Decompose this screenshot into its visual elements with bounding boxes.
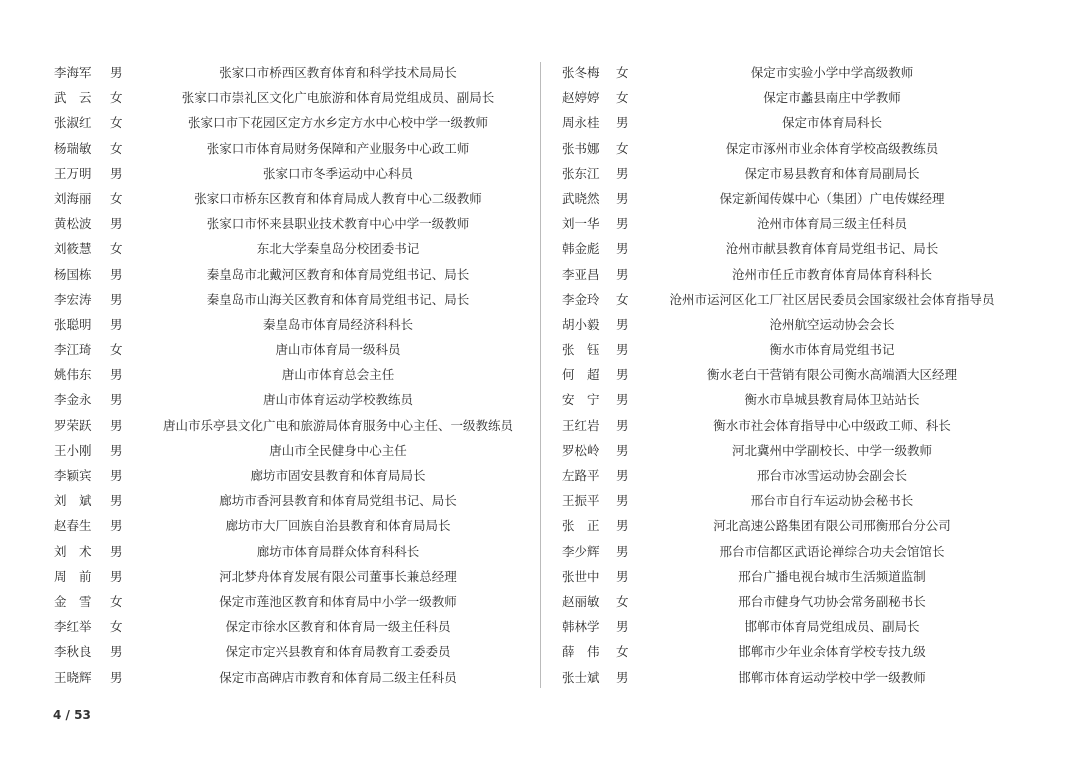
person-name: 刘 术	[54, 543, 92, 559]
person-name: 刘筱慧	[54, 241, 92, 257]
list-item	[30, 665, 535, 690]
right-column	[548, 60, 1028, 690]
person-name: 胡小毅	[562, 316, 600, 332]
person-gender: 男	[616, 392, 629, 408]
person-name: 周永桂	[562, 115, 600, 131]
list-item	[30, 614, 535, 639]
person-title: 唐山市体育总会主任	[281, 367, 395, 383]
person-gender: 男	[616, 568, 629, 584]
person-gender: 男	[616, 115, 629, 131]
person-name: 左路平	[562, 468, 600, 483]
person-gender: 女	[616, 140, 629, 156]
person-gender: 男	[110, 442, 123, 458]
list-item	[548, 337, 1028, 362]
list-item	[548, 488, 1028, 513]
list-item	[30, 438, 535, 463]
column-divider	[540, 62, 541, 688]
person-title: 沧州市献县教育体育局党组书记、局长	[725, 241, 939, 257]
list-item	[548, 287, 1028, 312]
person-gender: 男	[110, 216, 123, 232]
person-name: 李少辉	[562, 543, 600, 559]
person-name: 杨国栋	[54, 266, 92, 282]
person-title: 张家口市怀来县职业技术教育中心中学一级教师	[206, 216, 470, 232]
list-item	[548, 614, 1028, 639]
list-item	[30, 110, 535, 135]
person-name: 李亚昌	[562, 266, 600, 282]
list-item	[30, 287, 535, 312]
person-gender: 女	[616, 90, 629, 106]
person-name: 李颖宾	[54, 468, 92, 483]
person-title: 张家口市桥东区教育和体育局成人教育中心二级教师	[194, 190, 482, 206]
person-name: 韩金彪	[562, 241, 600, 257]
person-gender: 男	[616, 442, 629, 458]
person-gender: 男	[110, 543, 123, 559]
list-item	[548, 186, 1028, 211]
person-gender: 女	[110, 342, 123, 358]
list-item	[548, 463, 1028, 488]
person-name: 安 宁	[562, 392, 600, 408]
person-title: 秦皇岛市体育局经济科科长	[262, 316, 413, 332]
person-name: 李宏涛	[54, 291, 92, 307]
person-title: 衡水老白干营销有限公司衡水高端酒大区经理	[706, 367, 957, 383]
person-gender: 女	[616, 593, 629, 609]
list-item	[548, 413, 1028, 438]
list-item	[30, 236, 535, 261]
person-title: 邢台广播电视台城市生活频道监制	[738, 568, 926, 584]
person-title: 邢台市自行车运动协会秘书长	[750, 493, 914, 509]
list-item	[548, 211, 1028, 236]
person-gender: 男	[616, 518, 629, 534]
person-name: 王万明	[54, 165, 92, 181]
person-title: 衡水市社会体育指导中心中级政工师、科长	[713, 417, 951, 433]
person-title: 张家口市桥西区教育体育和科学技术局局长	[219, 65, 457, 80]
list-item	[548, 110, 1028, 135]
person-name: 张 正	[562, 518, 600, 534]
person-title: 唐山市体育局一级科员	[275, 342, 401, 358]
list-item	[30, 211, 535, 236]
person-title: 廊坊市体育局群众体育科科长	[256, 543, 420, 559]
person-gender: 男	[616, 316, 629, 332]
person-name: 杨瑞敏	[54, 140, 92, 156]
person-gender: 男	[616, 342, 629, 358]
person-title: 河北高速公路集团有限公司邢衡邢台分公司	[713, 518, 951, 534]
person-gender: 男	[616, 165, 629, 181]
person-title: 邯郸市体育运动学校中学一级教师	[738, 669, 926, 685]
list-item	[548, 665, 1028, 690]
person-title: 沧州市运河区化工厂社区居民委员会国家级社会体育指导员	[669, 291, 995, 307]
list-item	[548, 312, 1028, 337]
person-gender: 男	[616, 669, 629, 685]
person-gender: 男	[110, 568, 123, 584]
person-name: 武 云	[54, 90, 92, 106]
person-title: 廊坊市大厂回族自治县教育和体育局局长	[225, 518, 451, 534]
person-gender: 女	[110, 190, 123, 206]
list-item	[30, 136, 535, 161]
list-item	[548, 161, 1028, 186]
person-gender: 男	[110, 493, 123, 509]
list-item	[30, 337, 535, 362]
person-title: 秦皇岛市山海关区教育和体育局党组书记、局长	[206, 291, 470, 307]
person-title: 衡水市阜城县教育局体卫站站长	[744, 392, 920, 408]
list-item	[548, 85, 1028, 110]
person-title: 邢台市冰雪运动协会副会长	[756, 468, 907, 483]
person-gender: 女	[616, 644, 629, 660]
person-name: 张淑红	[54, 115, 92, 131]
person-gender: 男	[616, 367, 629, 383]
list-item	[30, 639, 535, 664]
person-gender: 男	[616, 619, 629, 635]
list-item	[30, 60, 535, 85]
person-gender: 女	[616, 291, 629, 307]
person-name: 韩林学	[562, 619, 600, 635]
person-gender: 男	[616, 468, 629, 483]
person-gender: 男	[616, 190, 629, 206]
person-name: 张书娜	[562, 140, 600, 156]
list-item	[548, 639, 1028, 664]
person-gender: 男	[110, 669, 123, 685]
person-gender: 女	[110, 619, 123, 635]
person-gender: 女	[110, 90, 123, 106]
person-name: 张冬梅	[562, 65, 600, 80]
person-name: 李红举	[54, 619, 92, 635]
person-title: 东北大学秦皇岛分校团委书记	[256, 241, 420, 257]
person-title: 保定新闻传媒中心（集团）广电传媒经理	[719, 190, 945, 206]
person-title: 保定市定兴县教育和体育局教育工委委员	[225, 644, 451, 660]
person-title: 保定市易县教育和体育局副局长	[744, 165, 920, 181]
person-title: 张家口市冬季运动中心科员	[262, 165, 413, 181]
list-item	[30, 589, 535, 614]
person-title: 河北冀州中学副校长、中学一级教师	[731, 442, 932, 458]
person-title: 唐山市乐亭县文化广电和旅游局体育服务中心主任、一级教练员	[162, 417, 513, 433]
person-title: 张家口市体育局财务保障和产业服务中心政工师	[206, 140, 470, 156]
person-title: 唐山市全民健身中心主任	[269, 442, 407, 458]
list-item	[548, 564, 1028, 589]
person-title: 保定市涿州市业余体育学校高级教练员	[725, 140, 939, 156]
person-title: 保定市体育局科长	[781, 115, 882, 131]
person-title: 秦皇岛市北戴河区教育和体育局党组书记、局长	[206, 266, 470, 282]
person-gender: 男	[110, 65, 123, 80]
person-name: 张聪明	[54, 316, 92, 332]
person-title: 沧州市体育局三级主任科员	[756, 216, 907, 232]
person-gender: 男	[110, 367, 123, 383]
list-item	[30, 488, 535, 513]
person-gender: 男	[110, 644, 123, 660]
person-gender: 男	[616, 266, 629, 282]
person-name: 刘一华	[562, 216, 600, 232]
person-title: 唐山市体育运动学校教练员	[262, 392, 413, 408]
left-column	[30, 60, 535, 690]
list-item	[30, 161, 535, 186]
person-gender: 女	[616, 65, 629, 80]
person-name: 李江琦	[54, 342, 92, 358]
person-gender: 男	[110, 392, 123, 408]
person-name: 刘 斌	[54, 493, 92, 509]
person-gender: 男	[616, 216, 629, 232]
person-title: 衡水市体育局党组书记	[769, 342, 895, 358]
person-gender: 女	[110, 115, 123, 131]
person-gender: 男	[616, 493, 629, 509]
list-item	[30, 362, 535, 387]
person-title: 邢台市健身气功协会常务副秘书长	[738, 593, 926, 609]
list-item	[30, 564, 535, 589]
person-name: 赵婷婷	[562, 90, 600, 106]
person-title: 廊坊市固安县教育和体育局局长	[250, 468, 426, 483]
person-name: 王振平	[562, 493, 600, 509]
person-title: 保定市高碑店市教育和体育局二级主任科员	[219, 669, 457, 685]
list-item	[548, 236, 1028, 261]
list-item	[30, 413, 535, 438]
list-item	[30, 513, 535, 538]
list-item	[548, 60, 1028, 85]
list-item	[30, 186, 535, 211]
person-gender: 男	[616, 241, 629, 257]
person-gender: 男	[110, 266, 123, 282]
person-title: 张家口市崇礼区文化广电旅游和体育局党组成员、副局长	[181, 90, 495, 106]
list-item	[548, 362, 1028, 387]
person-gender: 男	[110, 291, 123, 307]
person-name: 罗松岭	[562, 442, 600, 458]
person-name: 王晓辉	[54, 669, 92, 685]
person-title: 保定市蠡县南庄中学教师	[763, 90, 901, 106]
person-gender: 女	[110, 241, 123, 257]
person-title: 沧州市任丘市教育体育局体育科科长	[731, 266, 932, 282]
person-name: 张世中	[562, 568, 600, 584]
person-title: 保定市徐水区教育和体育局一级主任科员	[225, 619, 451, 635]
list-item	[548, 513, 1028, 538]
list-item	[30, 262, 535, 287]
person-gender: 女	[110, 140, 123, 156]
person-name: 罗荣跃	[54, 417, 92, 433]
person-name: 王小刚	[54, 442, 92, 458]
person-name: 赵春生	[54, 518, 92, 534]
person-gender: 男	[616, 417, 629, 433]
person-name: 武晓然	[562, 190, 600, 206]
person-title: 张家口市下花园区定方水乡定方水中心校中学一级教师	[187, 115, 488, 131]
person-name: 刘海丽	[54, 190, 92, 206]
list-item	[30, 463, 535, 488]
person-name: 李海军	[54, 65, 92, 80]
person-title: 沧州航空运动协会会长	[769, 316, 895, 332]
person-gender: 女	[110, 593, 123, 609]
person-gender: 男	[110, 468, 123, 483]
list-item	[548, 539, 1028, 564]
person-title: 保定市实验小学中学高级教师	[750, 65, 914, 80]
list-item	[548, 387, 1028, 412]
person-title: 邯郸市少年业余体育学校专技九级	[738, 644, 926, 660]
person-title: 邯郸市体育局党组成员、副局长	[744, 619, 920, 635]
person-title: 廊坊市香河县教育和体育局党组书记、局长	[219, 493, 457, 509]
person-name: 张东江	[562, 165, 600, 181]
person-name: 姚伟东	[54, 367, 92, 383]
list-item	[30, 539, 535, 564]
list-item	[30, 85, 535, 110]
list-item	[548, 262, 1028, 287]
person-name: 李金永	[54, 392, 92, 408]
person-title: 河北梦舟体育发展有限公司董事长兼总经理	[219, 568, 457, 584]
person-name: 李秋良	[54, 644, 92, 660]
list-item	[548, 136, 1028, 161]
person-gender: 男	[616, 543, 629, 559]
person-name: 薛 伟	[562, 644, 600, 660]
person-name: 黄松波	[54, 216, 92, 232]
person-gender: 男	[110, 417, 123, 433]
list-item	[30, 312, 535, 337]
person-gender: 男	[110, 518, 123, 534]
person-name: 金 雪	[54, 593, 92, 609]
person-name: 周 前	[54, 568, 92, 584]
page-number: 4 / 53	[53, 708, 91, 722]
person-name: 王红岩	[562, 417, 600, 433]
person-name: 何 超	[562, 367, 600, 383]
person-name: 张士斌	[562, 669, 600, 685]
person-gender: 男	[110, 165, 123, 181]
person-name: 张 钰	[562, 342, 600, 358]
list-item	[548, 438, 1028, 463]
list-item	[548, 589, 1028, 614]
list-item	[30, 387, 535, 412]
person-title: 邢台市信都区武语论禅综合功夫会馆馆长	[719, 543, 945, 559]
person-name: 赵丽敏	[562, 593, 600, 609]
person-gender: 男	[110, 316, 123, 332]
person-title: 保定市莲池区教育和体育局中小学一级教师	[219, 593, 457, 609]
person-name: 李金玲	[562, 291, 600, 307]
